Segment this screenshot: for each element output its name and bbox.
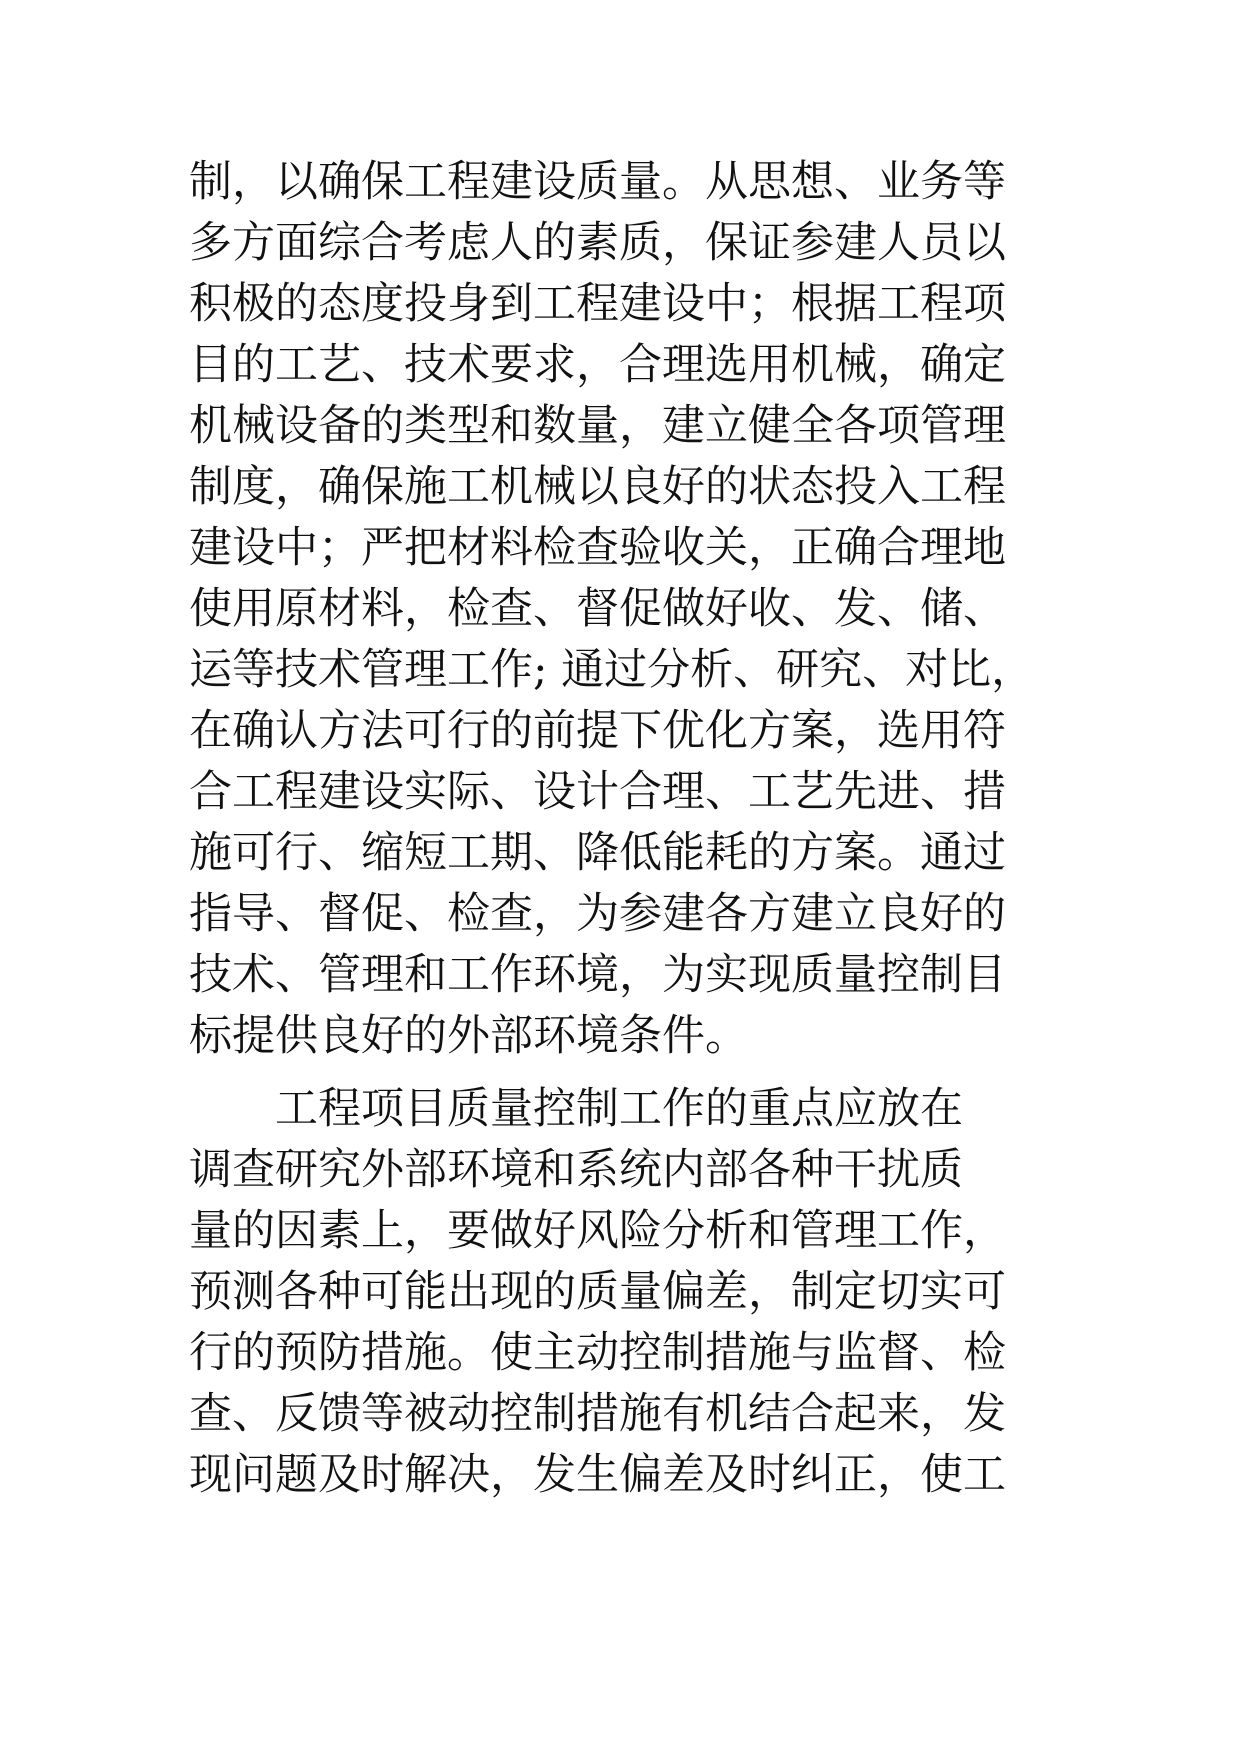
paragraph-2: [189, 1079, 1089, 1506]
text-line: 运等技术管理工作; 通过分析、研究、对比，: [189, 645, 1035, 695]
text-line: 制度，确保施工机械以良好的状态投入工程: [189, 462, 1006, 512]
paragraph-1: [189, 152, 1089, 1067]
text-line: 指导、督促、检查，为参建各方建立良好的: [189, 889, 1006, 939]
text-line: 使用原材料，检查、督促做好收、发、储、: [189, 584, 1006, 634]
text-line: 建设中；严把材料检查验收关，正确合理地: [189, 523, 1006, 573]
paragraph-spacer: [189, 1067, 1089, 1079]
text-line: 预测各种可能出现的质量偏差，制定切实可: [189, 1267, 1006, 1317]
text-line: 多方面综合考虑人的素质，保证参建人员以: [189, 218, 1006, 268]
text-line: 制，以确保工程建设质量。从思想、业务等: [189, 157, 1006, 207]
text-line: 查、反馈等被动控制措施有机结合起来，发: [189, 1389, 1006, 1439]
text-line: 技术、管理和工作环境，为实现质量控制目: [189, 950, 1006, 1000]
text-line: 量的因素上，要做好风险分析和管理工作，: [189, 1206, 1006, 1256]
text-line: 机械设备的类型和数量，建立健全各项管理: [189, 401, 1006, 451]
text-line: 调查研究外部环境和系统内部各种干扰质: [189, 1145, 963, 1195]
body-text: [189, 152, 1089, 1506]
text-line: 目的工艺、技术要求，合理选用机械，确定: [189, 340, 1006, 390]
text-line: 行的预防措施。使主动控制措施与监督、检: [189, 1328, 1006, 1378]
text-line: 现问题及时解决，发生偏差及时纠正，使工: [189, 1450, 1006, 1500]
text-line: 在确认方法可行的前提下优化方案，选用符: [189, 706, 1006, 756]
text-line-indented: 工程项目质量控制工作的重点应放在: [275, 1084, 963, 1134]
text-line: 标提供良好的外部环境条件。: [189, 1011, 748, 1061]
text-line: 合工程建设实际、设计合理、工艺先进、措: [189, 767, 1006, 817]
text-line: 积极的态度投身到工程建设中；根据工程项: [189, 279, 1006, 329]
text-line: 施可行、缩短工期、降低能耗的方案。通过: [189, 828, 1006, 878]
